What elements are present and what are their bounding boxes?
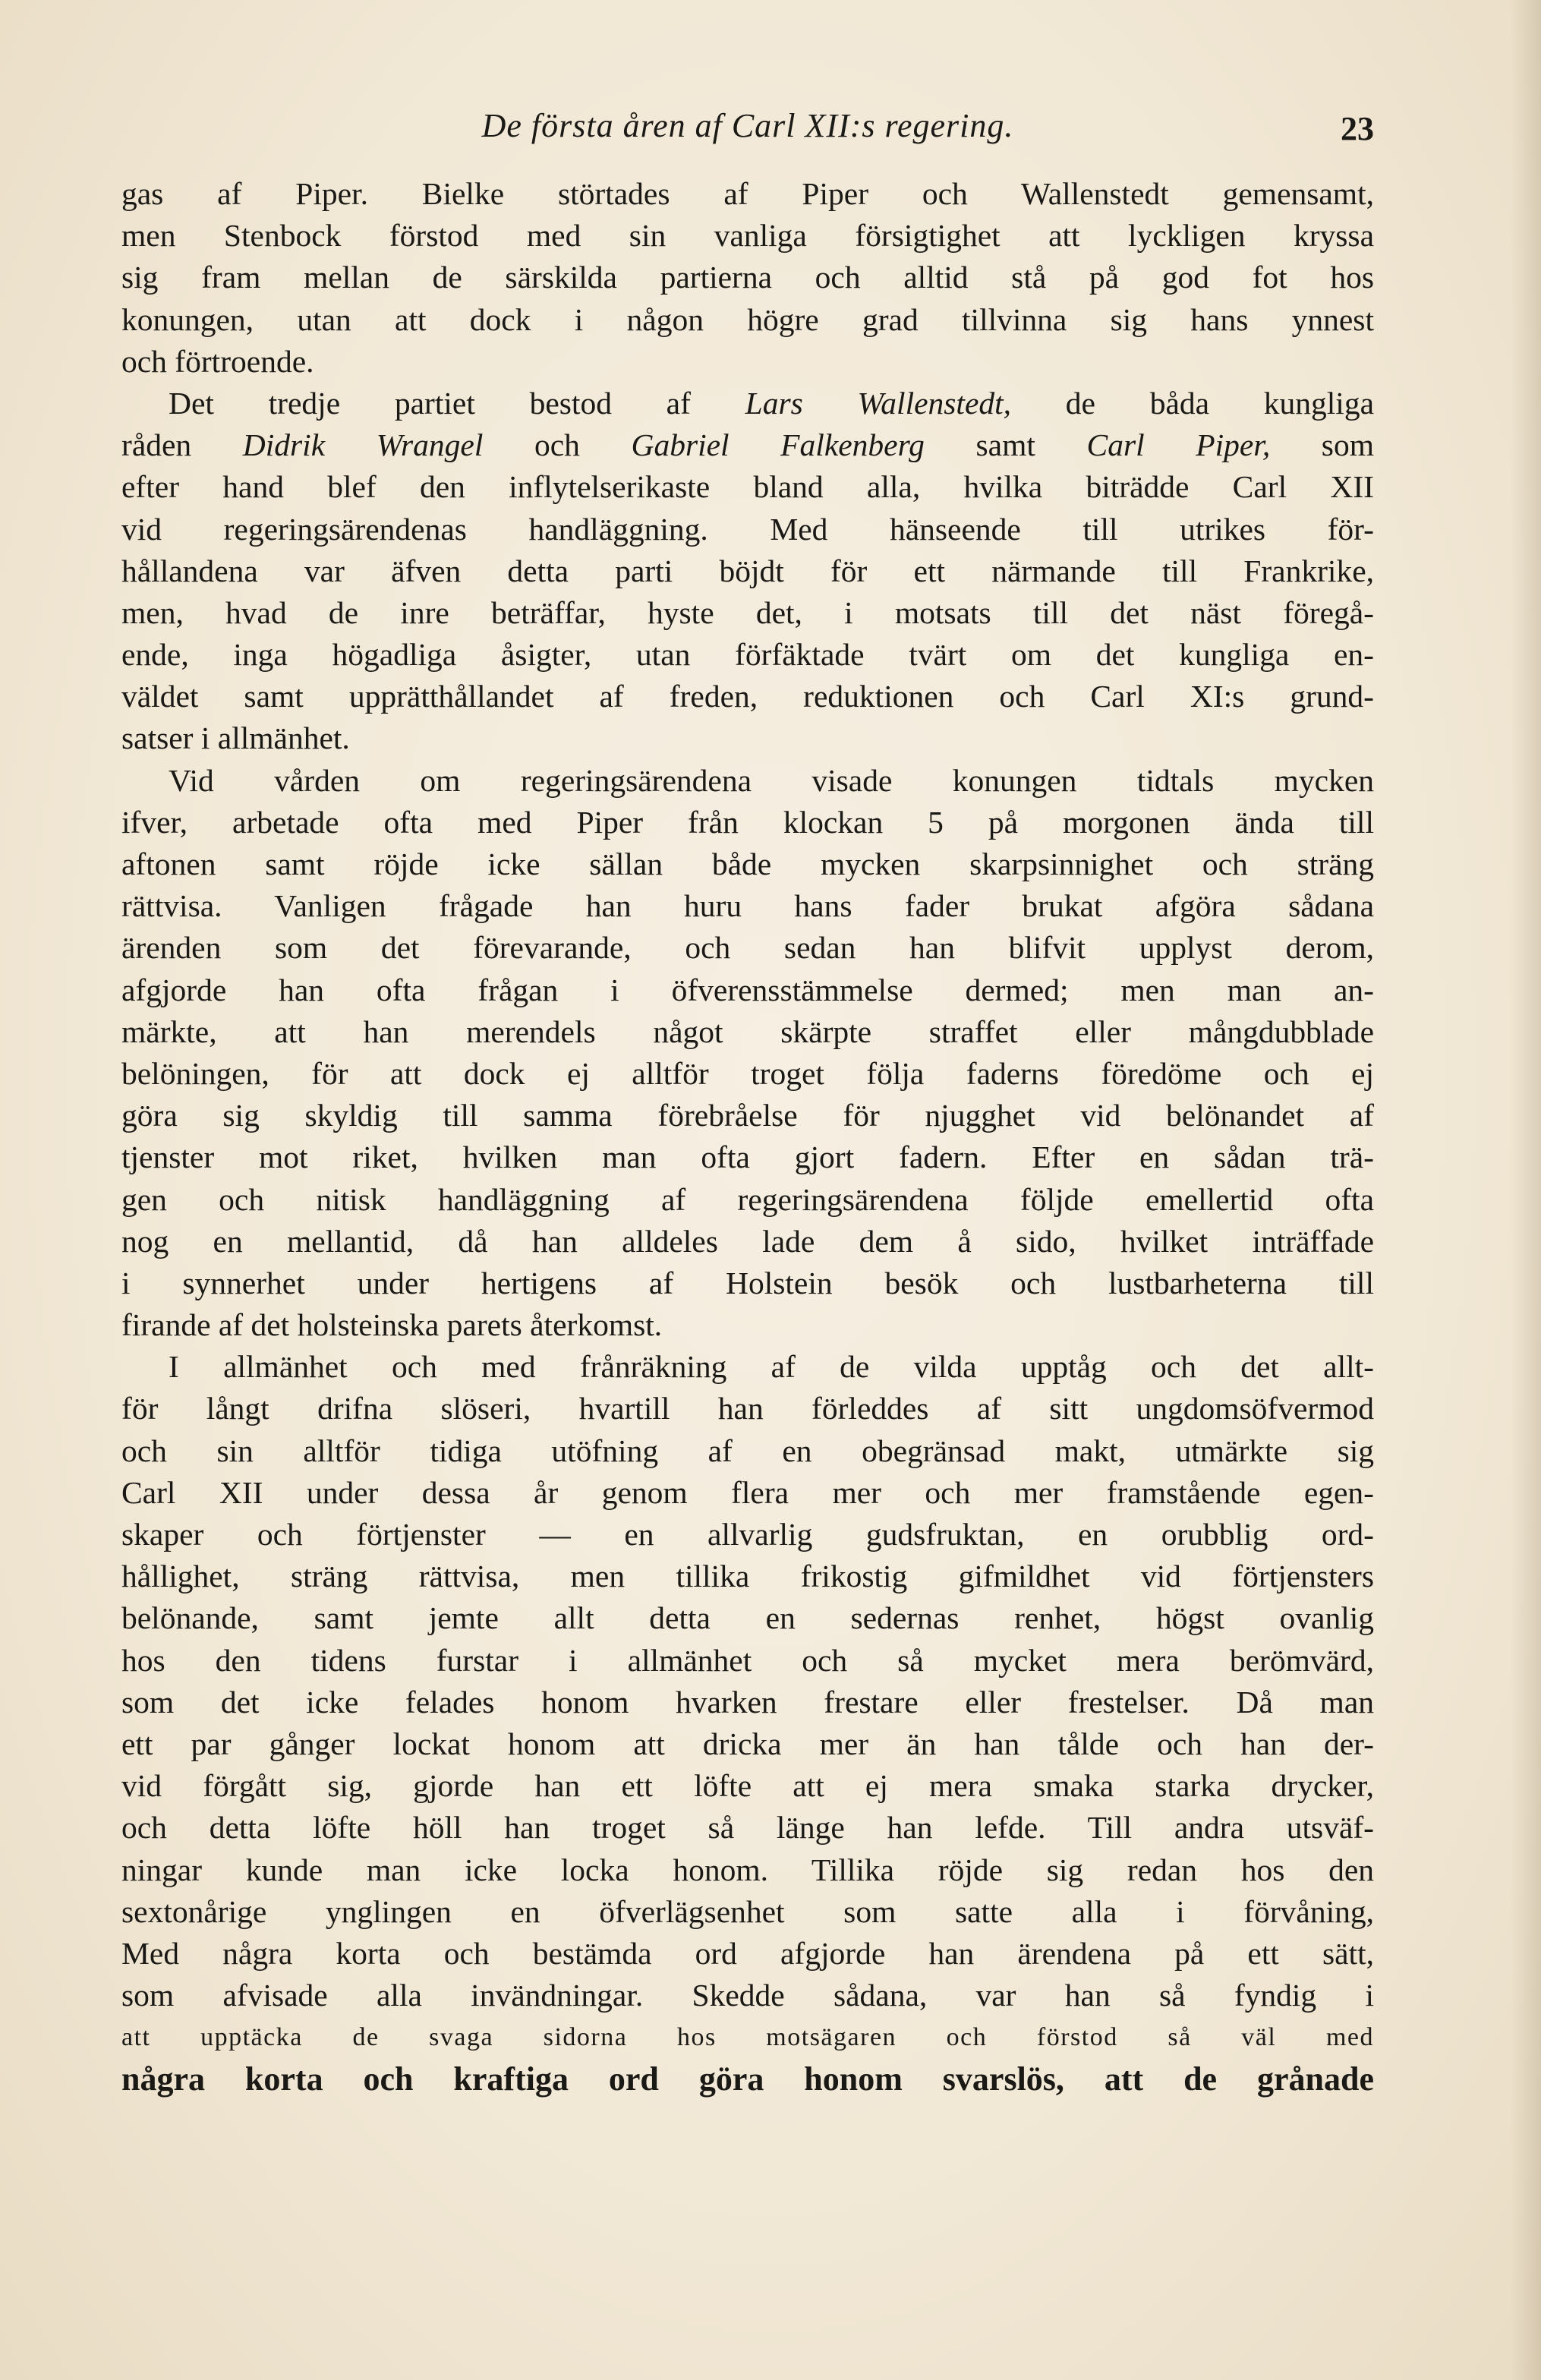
text-line: och detta löfte höll han troget så länge han lefde. Till andra utsväf- (121, 1810, 1374, 1846)
text-line: och förtroende. (121, 343, 314, 379)
text-line: afgjorde han ofta frågan i öfverensstämmelse dermed; men man an- (121, 972, 1374, 1007)
text-line: firande af det holsteinska parets återkomst. (121, 1307, 663, 1343)
text-line: skaper och förtjenster — en allvarlig gudsfruktan, en orubblig ord- (121, 1517, 1374, 1552)
text-line: i synnerhet under hertigens af Holstein besök och lustbarheterna till (121, 1265, 1374, 1300)
text-line: aftonen samt röjde icke sällan både mycken skarpsinnighet och sträng (121, 846, 1374, 881)
text-line: som afvisade alla invändningar. Skedde sådana, var han så fyndig i (121, 1978, 1374, 2013)
text-line: hållighet, sträng rättvisa, men tillika frikostig gifmildhet vid förtjensters (121, 1559, 1374, 1594)
text-line: ende, inga högadliga åsigter, utan förfäktade tvärt om det kungliga en- (121, 637, 1374, 673)
text-line: ärenden som det förevarande, och sedan han blifvit upplyst derom, (121, 930, 1374, 966)
running-title: De första åren af Carl XII:s regering. (481, 107, 1014, 144)
text-line: vid förgått sig, gjorde han ett löfte att ej mera smaka starka drycker, (121, 1768, 1374, 1804)
text-line: hos den tidens furstar i allmänhet och så mycket mera berömvärd, (121, 1642, 1374, 1678)
text-line: sextonårige ynglingen en öfverlägsenhet som satte alla i förvåning, (121, 1893, 1374, 1929)
text-line: för långt drifna slöseri, hvartill han förleddes af sitt ungdomsöfvermod (121, 1391, 1374, 1426)
text-line: Carl XII under dessa år genom flera mer och mer framstående egen- (121, 1474, 1374, 1510)
text-line: Vid vården om regeringsärendena visade konungen tidtals mycken (169, 762, 1374, 798)
text-line: som det icke felades honom hvarken frestare eller frestelser. Då man (121, 1684, 1374, 1720)
text-line: råden Didrik Wrangel och Gabriel Falkenberg samt Carl Piper, som (121, 427, 1374, 463)
text-line: ett par gånger lockat honom att dricka mer än han tålde och han der- (121, 1726, 1374, 1761)
text-line: tjenster mot riket, hvilken man ofta gjort fadern. Efter en sådan trä- (121, 1140, 1374, 1175)
text-line: ningar kunde man icke locka honom. Tillika röjde sig redan hos den (121, 1852, 1374, 1887)
text-line: märkte, att han merendels något skärpte straffet eller mångdubblade (121, 1013, 1374, 1049)
text-line: ifver, arbetade ofta med Piper från klockan 5 på morgonen ända till (121, 804, 1374, 840)
text-line: men Stenbock förstod med sin vanliga försigtighet att lyckligen kryssa (121, 218, 1374, 254)
text-line: hållandena var äfven detta parti böjdt för ett närmande till Frankrike, (121, 553, 1374, 588)
text-line: Med några korta och bestämda ord afgjorde han ärendena på ett sätt, (121, 1935, 1374, 1971)
text-line: efter hand blef den inflytelserikaste bland alla, hvilka biträdde Carl XII (121, 469, 1374, 505)
text-line: Det tredje partiet bestod af Lars Wallenstedt, de båda kungliga (169, 385, 1374, 421)
text-line: satser i allmänhet. (121, 720, 350, 756)
text-line: gas af Piper. Bielke störtades af Piper och Wallenstedt gemensamt, (121, 176, 1374, 211)
text-line: belönande, samt jemte allt detta en sedernas renhet, högst ovanlig (121, 1600, 1374, 1636)
page-number: 23 (1341, 110, 1374, 147)
text-line: göra sig skyldig till samma förebråelse för njugghet vid belönandet af (121, 1098, 1374, 1133)
text-line: sig fram mellan de särskilda partierna och alltid stå på god fot hos (121, 260, 1374, 295)
text-line: belöningen, för att dock ej alltför troget följa faderns föredöme och ej (121, 1055, 1374, 1091)
page-header (121, 106, 1374, 159)
text-line: och sin alltför tidiga utöfning af en obegränsad makt, utmärkte sig (121, 1433, 1374, 1468)
text-line: men, hvad de inre beträffar, hyste det, i motsats till det näst föregå- (121, 594, 1374, 630)
text-line: att upptäcka de svaga sidorna hos motsägaren och förstod så väl med (121, 2023, 1374, 2052)
text-line: nog en mellantid, då han alldeles lade dem å sido, hvilket inträffade (121, 1223, 1374, 1259)
text-line: I allmänhet och med frånräkning af de vilda upptåg och det allt- (169, 1349, 1374, 1385)
text-line: gen och nitisk handläggning af regeringsärendena följde emellertid ofta (121, 1181, 1374, 1217)
text-line: vid regeringsärendenas handläggning. Med hänseende till utrikes för- (121, 511, 1374, 547)
text-line: rättvisa. Vanligen frågade han huru hans fader brukat afgöra sådana (121, 888, 1374, 924)
text-line: några korta och kraftiga ord göra honom svarslös, att de grånade (121, 2060, 1374, 2098)
page-edge-shadow (1511, 0, 1541, 2380)
text-line: konungen, utan att dock i någon högre grad tillvinna sig hans ynnest (121, 301, 1374, 337)
text-line: väldet samt upprätthållandet af freden, reduktionen och Carl XI:s grund- (121, 679, 1374, 714)
body-text (121, 173, 1374, 2101)
